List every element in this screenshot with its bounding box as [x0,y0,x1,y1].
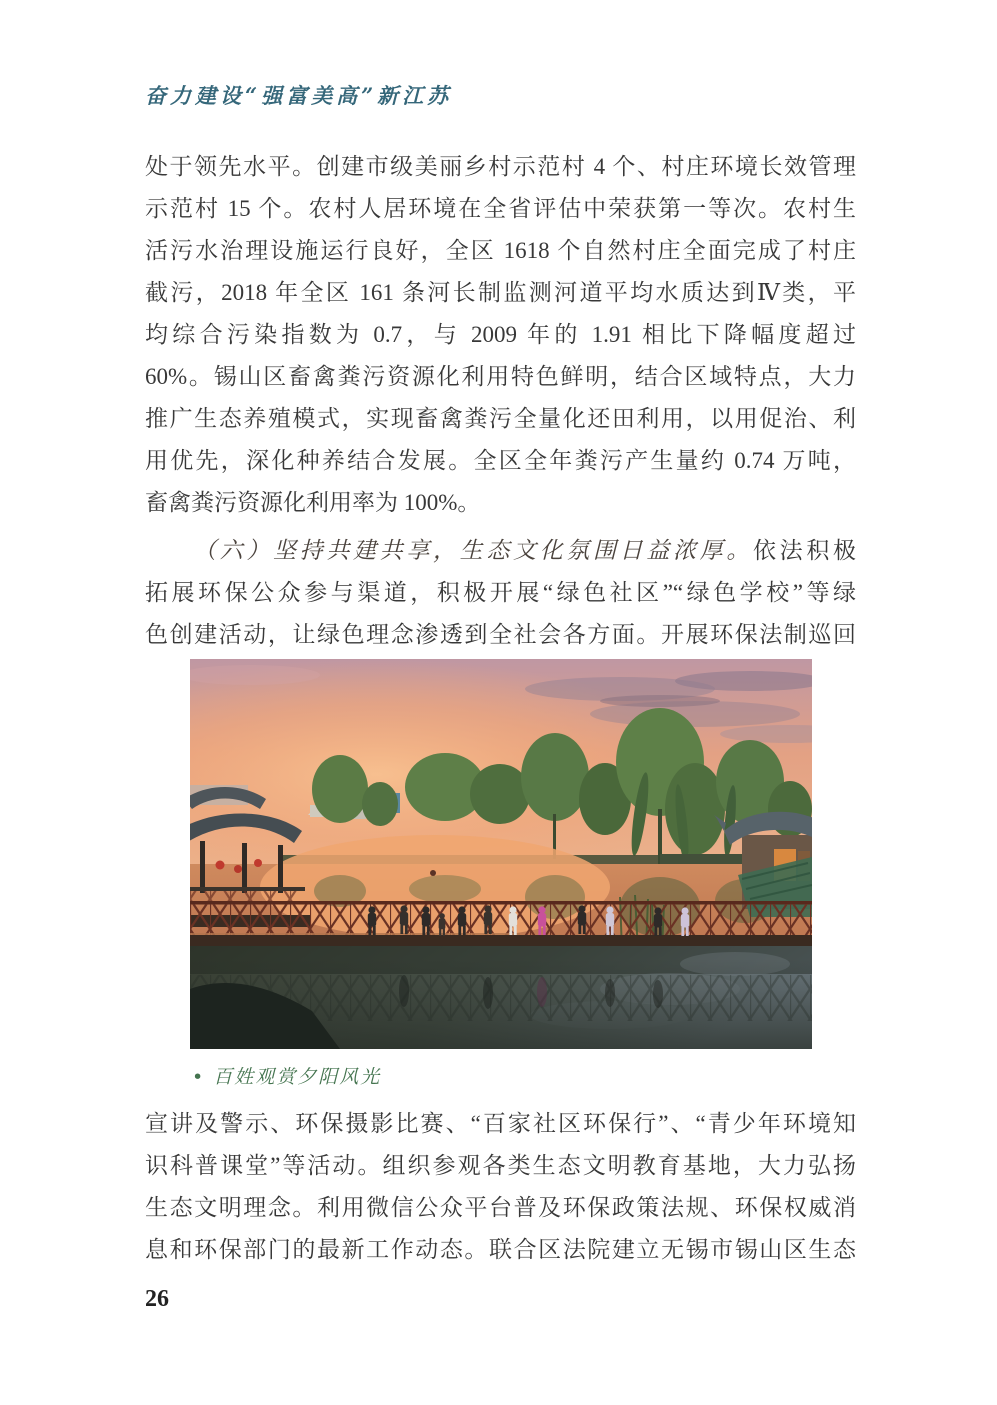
photo-figure [190,659,812,1049]
text-line: 宣讲及警示、环保摄影比赛、“百家社区环保行”、“青少年环境知 [145,1111,856,1136]
text-line: 用优先，深化种养结合发展。全区全年粪污产生量约 0.74 万吨， [145,448,856,473]
photo-caption [192,1062,381,1089]
text-line: 息和环保部门的最新工作动态。联合区法院建立无锡市锡山区生态 [145,1237,856,1262]
text-line: 畜禽粪污资源化利用率为 100%。 [145,490,481,515]
text-line: 识科普课堂”等活动。组织参观各类生态文明教育基地，大力弘扬 [145,1153,856,1178]
text-line: 均综合污染指数为 0.7，与 2009 年的 1.91 相比下降幅度超过 [145,322,856,347]
text-line: 示范村 15 个。农村人居环境在全省评估中荣获第一等次。农村生 [145,196,856,221]
section-heading-kaiti: （六）坚持共建共享，生态文化氛围日益浓厚。 [193,538,753,564]
text-line: 色创建活动，让绿色理念渗透到全社会各方面。开展环保法制巡回 [145,622,856,647]
text-line: 处于领先水平。创建市级美丽乡村示范村 4 个、村庄环境长效管理 [145,154,856,179]
paragraph-3 [145,1103,856,1271]
text-line: 拓展环保公众参与渠道，积极开展“绿色社区”“绿色学校”等绿 [145,580,856,605]
running-header: 奋力建设“强富美高”新江苏 [145,83,453,108]
text-line [145,530,856,572]
text-line: 活污水治理设施运行良好，全区 1618 个自然村庄全面完成了村庄 [145,238,856,263]
caption-text: 百姓观赏夕阳风光 [213,1066,382,1088]
paragraph-2 [145,530,856,656]
text-run: 依法积极 [753,538,856,563]
text-line: 截污，2018 年全区 161 条河长制监测河道平均水质达到Ⅳ类，平 [145,280,856,305]
page-number: 26 [145,1286,169,1312]
sky [190,659,812,869]
sunset-lake-photo [190,659,812,1049]
paragraph-1 [145,146,856,524]
text-line: 推广生态养殖模式，实现畜禽粪污全量化还田利用，以用促治、利 [145,406,856,431]
text-line: 生态文明理念。利用微信公众平台普及环保政策法规、环保权威消 [145,1195,856,1220]
caption-bullet: • [192,1066,206,1088]
text-line: 60%。锡山区畜禽粪污资源化利用特色鲜明，结合区域特点，大力 [145,364,856,389]
